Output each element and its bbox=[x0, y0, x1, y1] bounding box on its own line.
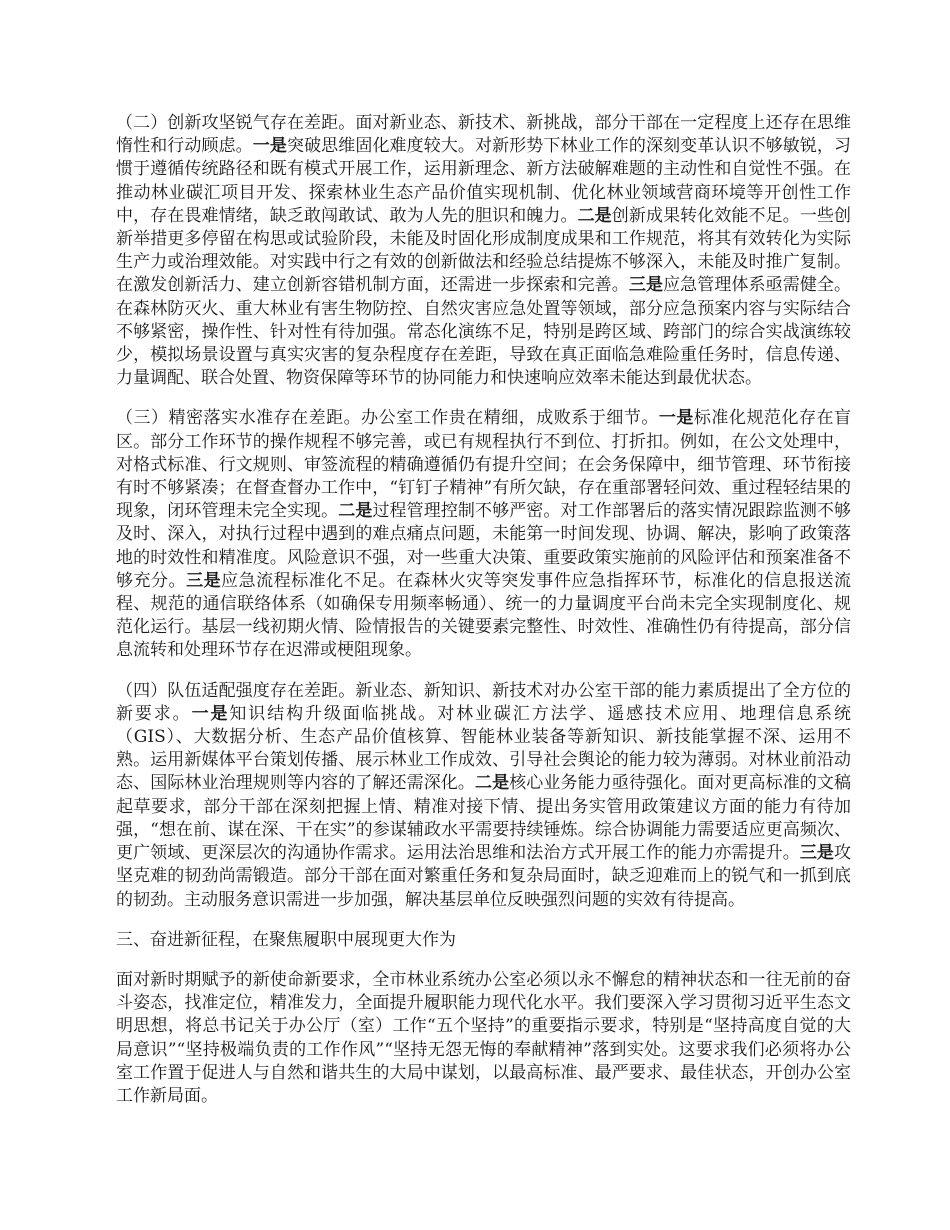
paragraph-text: 应急流程标准化不足。在森林火灾等突发事件应急指挥环节，标准化的信息报送流程、规范的通信联络体系（如确保专用频率畅通）、统一的力量调度平台尚未完全实现制度化、规范化运行。基层一线初期火情、险情报告的关键要素完整性、时效性、准确性仍有待提高，部分信息流转和处理环节存在迟滞或梗阻现象。 bbox=[116, 570, 852, 661]
paragraph-innovation-gap bbox=[116, 112, 851, 390]
paragraph-text: （三）精密落实水准存在差距。办公室工作贵在精细，成败系于细节。 bbox=[116, 408, 659, 429]
paragraph-text: 标准化规范化存在盲区。部分工作环节的操作规程不够完善，或已有规程执行不到位、打折扣。例如，在公文处理中，对格式标准、行文规则、审签流程的精确遵循仍有提升空间；在会务保障中，细节管理、环节衔接有时不够紧凑；在督查督办工作中，“钉钉子精神”有所欠缺，存在重部署轻问效、重过程轻结果的现象，闭环管理未完全实现。 bbox=[116, 408, 852, 522]
paragraph-text: （四）队伍适配强度存在差距。新业态、新知识、新技术对办公室干部的能力素质提出了全方位的新要求。 bbox=[116, 680, 851, 724]
bold-marker-three: 三是 bbox=[628, 275, 664, 296]
bold-marker-two: 二是 bbox=[338, 501, 373, 522]
section-heading bbox=[116, 929, 851, 952]
bold-marker-one: 一是 bbox=[191, 703, 230, 724]
paragraph-precision-gap bbox=[116, 407, 851, 662]
paragraph-team-gap bbox=[116, 680, 851, 912]
document-page bbox=[116, 112, 851, 1125]
bold-marker-three: 三是 bbox=[186, 570, 222, 591]
paragraph-text: 创新成果转化效能不足。一些创新举措更多停留在构思或试验阶段，未能及时固化形成制度成果和工作规范，将其有效转化为实际生产力或治理效能。对实践中行之有效的创新做法和经验总结提炼不够深入，未能及时推广复制。在激发创新活力、建立创新容错机制方面，还需进一步探索和完善。 bbox=[116, 205, 852, 296]
bold-marker-two: 二是 bbox=[475, 773, 510, 794]
paragraph-text: 过程管理控制不够严密。对工作部署后的落实情况跟踪监测不够及时、深入，对执行过程中遇到的难点痛点问题，未能第一时间发现、协调、解决，影响了政策落地的时效性和精准度。风险意识不强，对一些重大决策、重要政策实施前的风险评估和预案准备不够充分。 bbox=[116, 501, 852, 591]
paragraph-text: 应急管理体系亟需健全。在森林防灭火、重大林业有害生物防控、自然灾害应急处置等领域，部分应急预案内容与实际结合不够紧密，操作性、针对性有待加强。常态化演练不足，特别是跨区域、跨部门的综合实战演练较少，模拟场景设置与真实灾害的复杂程度存在差距，导致在真正面临急难险重任务时，信息传递、力量调配、联合处置、物资保障等环节的协同能力和快速响应效率未能达到最优状态。 bbox=[116, 275, 852, 389]
bold-marker-three: 三是 bbox=[799, 843, 835, 864]
paragraph-new-journey bbox=[116, 969, 851, 1108]
paragraph-text: （二）创新攻坚锐气存在差距。面对新业态、新技术、新挑战，部分干部在一定程度上还存在思维惰性和行动顾虑。 bbox=[116, 113, 851, 157]
paragraph-text: 知识结构升级面临挑战。对林业碳汇方法学、遥感技术应用、地理信息系统（GIS）、大数据分析、生态产品价值核算、智能林业装备等新知识、新技能掌握不深、运用不熟。运用新媒体平台策划传播、展示林业工作成效、引导社会舆论的能力较为薄弱。对林业前沿动态、国际林业治理规则等内容的了解还需深化。 bbox=[116, 703, 852, 794]
paragraph-text: 突破思维固化难度较大。对新形势下林业工作的深刻变革认识不够敏锐，习惯于遵循传统路径和既有模式开展工作，运用新理念、新方法破解难题的主动性和自觉性不强。在推动林业碳汇项目开发、探索林业生态产品价值实现机制、优化林业领域营商环境等开创性工作中，存在畏难情绪，缺乏敢闯敢试、敢为人先的胆识和魄力。 bbox=[116, 136, 852, 226]
paragraph-text: 面对新时期赋予的新使命新要求，全市林业系统办公室必须以永不懈怠的精神状态和一往无前的奋斗姿态，找准定位，精准发力，全面提升履职能力现代化水平。我们要深入学习贯彻习近平生态文明思想，将总书记关于办公厅（室）工作“五个坚持”的重要指示要求，特别是“坚持高度自觉的大局意识”“坚持极端负责的工作作风”“坚持无怨无悔的奉献精神”落到实处。这要求我们必须将办公室工作置于促进人与自然和谐共生的大局中谋划，以最高标准、最严要求、最佳状态，开创办公室工作新局面。 bbox=[116, 969, 851, 1106]
paragraph-text: 攻坚克难的韧劲尚需锻造。部分干部在面对繁重任务和复杂局面时，缺乏迎难而上的锐气和一抓到底的韧劲。主动服务意识需进一步加强，解决基层单位反映强烈问题的实效有待提高。 bbox=[116, 843, 852, 910]
paragraph-text: 核心业务能力亟待强化。面对更高标准的文稿起草要求，部分干部在深刻把握上情、精准对接下情、提出务实管用政策建议方面的能力有待加强，“想在前、谋在深、干在实”的参谋辅政水平需要持续锤炼。综合协调能力需要适应更高频次、更广领域、更深层次的沟通协作需求。运用法治思维和法治方式开展工作的能力亦需提升。 bbox=[116, 773, 852, 864]
bold-marker-one: 一是 bbox=[252, 136, 287, 157]
section-heading-text: 三、奋进新征程，在聚焦履职中展现更大作为 bbox=[116, 929, 456, 950]
bold-marker-two: 二是 bbox=[577, 205, 612, 226]
bold-marker-one: 一是 bbox=[658, 408, 694, 429]
